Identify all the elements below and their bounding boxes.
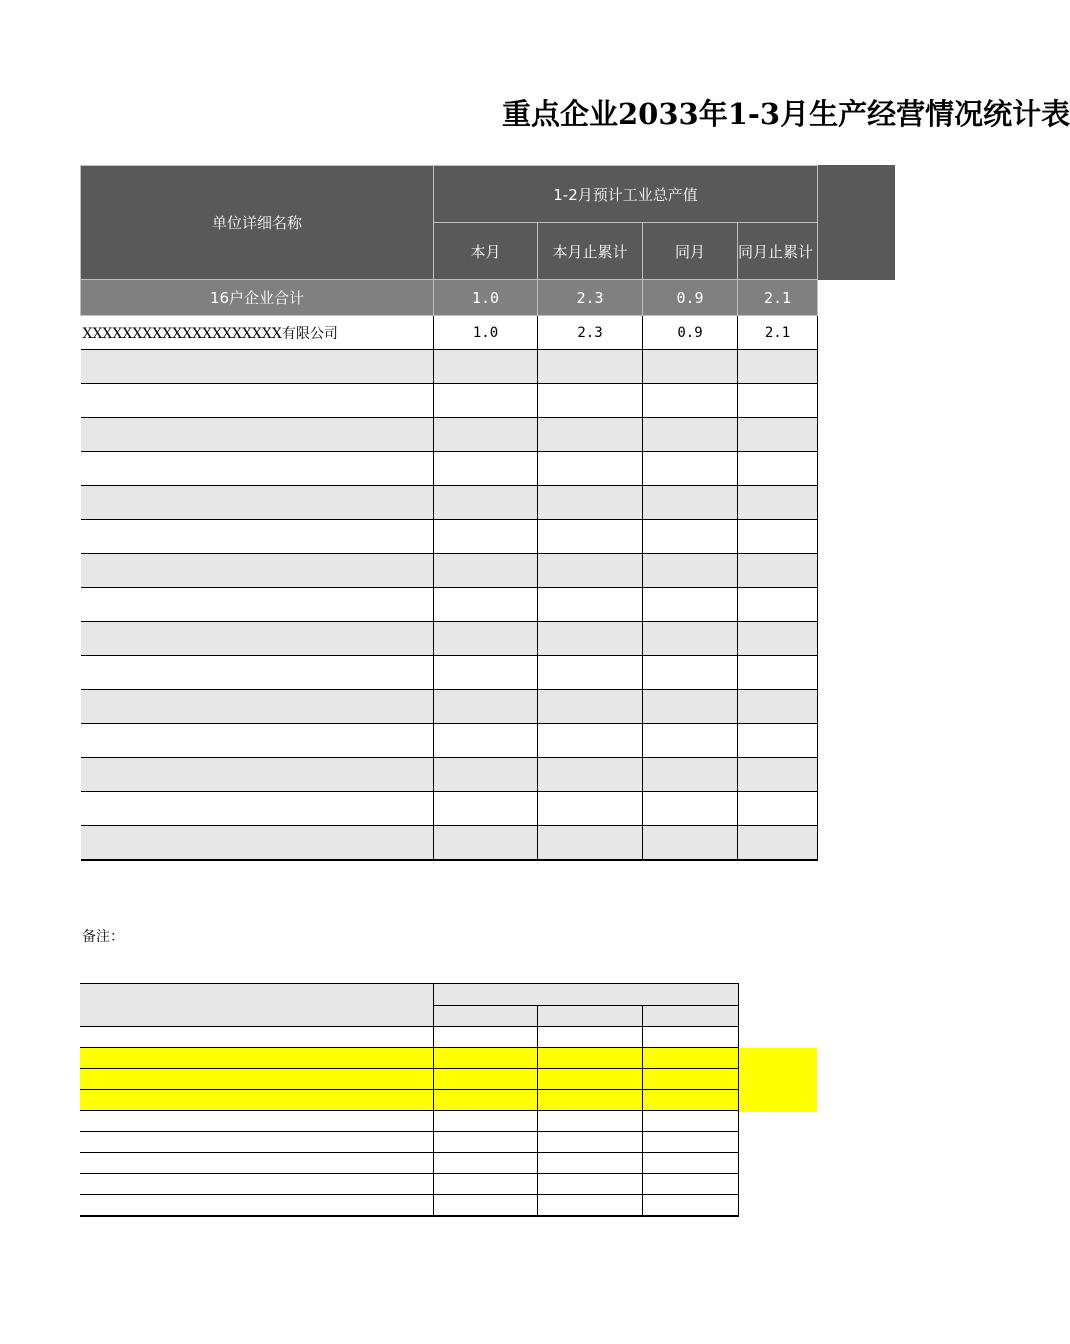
company-name-cell: XXXXXXXXXXXXXXXXXXXX有限公司 <box>81 316 434 350</box>
summary-value: 2.1 <box>738 280 818 316</box>
summary-value: 0.9 <box>643 280 738 316</box>
table-row <box>81 792 818 826</box>
col-header-month-cumulative: 本月止累计 <box>538 223 643 280</box>
table-row <box>80 1153 738 1174</box>
table-row <box>81 350 818 384</box>
main-table <box>80 165 818 861</box>
table-row <box>81 690 818 724</box>
table-row <box>81 656 818 690</box>
col-header-same-month-cumulative: 同月止累计 <box>738 223 818 280</box>
col-header-same-month: 同月 <box>643 223 738 280</box>
summary-value: 1.0 <box>434 280 538 316</box>
value-cell: 1.0 <box>434 316 538 350</box>
table-row <box>81 554 818 588</box>
name-column-header: 单位详细名称 <box>81 166 434 280</box>
report-title: 重点企业2033年1-3月生产经营情况统计表 <box>502 97 1070 131</box>
highlighted-row <box>80 1048 738 1069</box>
summary-row <box>81 280 818 316</box>
table-row <box>81 826 818 861</box>
remark-label: 备注： <box>82 929 124 945</box>
table-row <box>81 758 818 792</box>
value-cell: 0.9 <box>643 316 738 350</box>
table-row <box>80 1174 738 1195</box>
secondary-table <box>80 983 739 1217</box>
highlighted-row <box>80 1090 738 1111</box>
secondary-group-header <box>433 984 738 1006</box>
table-row <box>81 452 818 486</box>
output-value-group-header: 1-2月预计工业总产值 <box>434 166 818 223</box>
table-row <box>81 724 818 758</box>
table-row <box>81 520 818 554</box>
col-header-month: 本月 <box>434 223 538 280</box>
summary-label: 16户企业合计 <box>81 280 434 316</box>
table-row <box>81 316 818 350</box>
table-row <box>81 418 818 452</box>
value-cell: 2.1 <box>738 316 818 350</box>
table-row <box>81 384 818 418</box>
header-band-extension <box>817 165 895 280</box>
secondary-header-cell <box>80 984 433 1027</box>
highlighted-row <box>80 1069 738 1090</box>
highlight-extension <box>737 1048 817 1112</box>
table-row <box>80 1027 738 1048</box>
table-row <box>81 622 818 656</box>
value-cell: 2.3 <box>538 316 643 350</box>
table-row <box>80 1132 738 1153</box>
table-row <box>80 1195 738 1217</box>
table-row <box>80 1111 738 1132</box>
table-row <box>81 486 818 520</box>
summary-value: 2.3 <box>538 280 643 316</box>
table-row <box>81 588 818 622</box>
